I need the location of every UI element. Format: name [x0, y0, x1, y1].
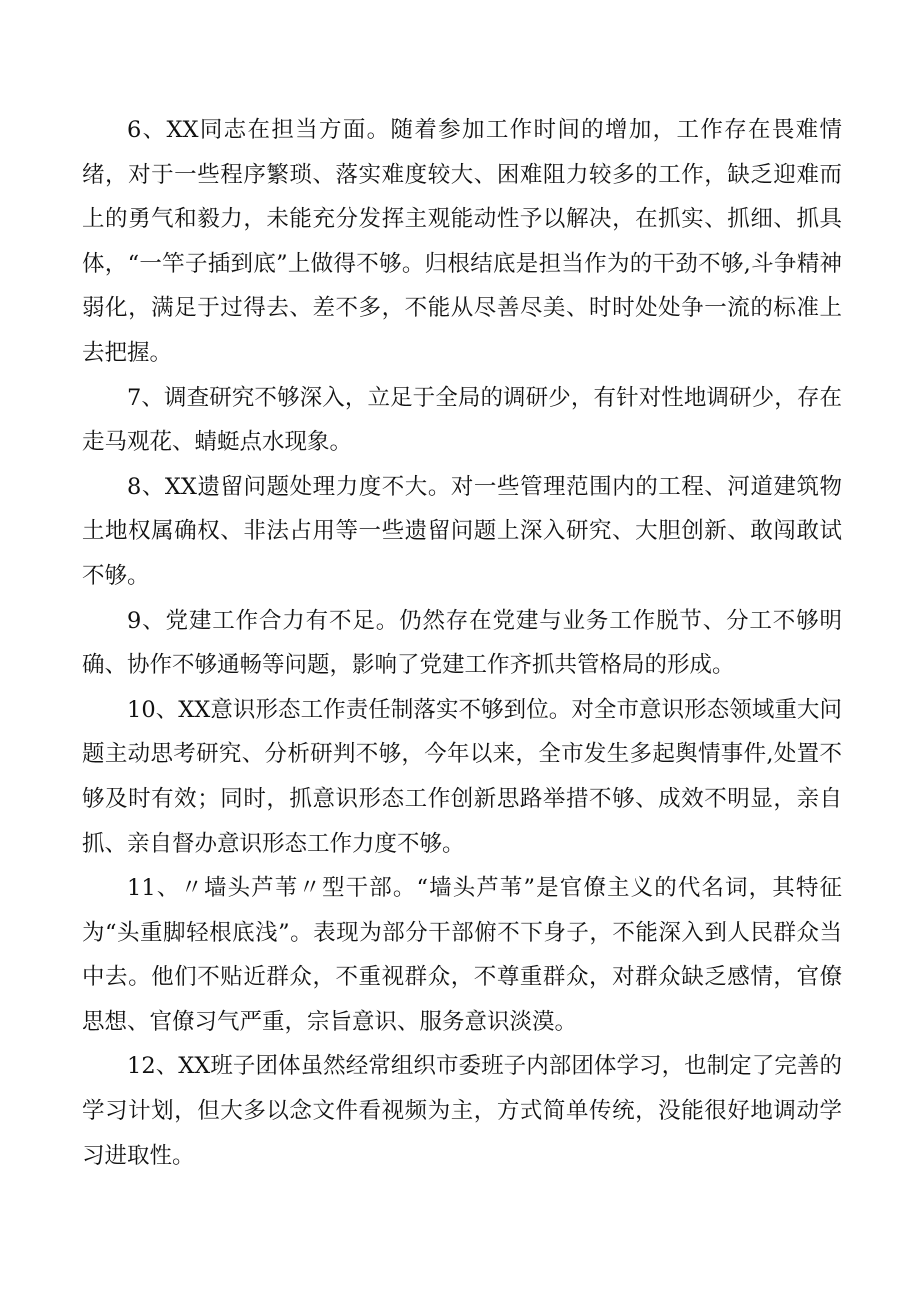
paragraph-9: 9、党建工作合力有不足。仍然存在党建与业务工作脱节、分工不够明确、协作不够通畅等问题，影响了党建工作齐抓共管格局的形成。	[82, 607, 842, 679]
paragraph-12: 12、XX班子团体虽然经常组织市委班子内部团体学习，也制定了完善的学习计划，但大多以念文件看视频为主，方式简单传统，没能很好地调动学习进取性。	[82, 1053, 842, 1169]
paragraph-8: 8、XX遗留问题处理力度不大。对一些管理范围内的工程、河道建筑物土地权属确权、非法占用等一些遗留问题上深入研究、大胆创新、敢闯敢试不够。	[82, 473, 842, 589]
document-body	[82, 108, 842, 1178]
paragraph-11: 11、〃墙头芦苇〃型干部。“墙头芦苇”是官僚主义的代名词，其特征为“头重脚轻根底浅”。表现为部分干部俯不下身子，不能深入到人民群众当中去。他们不贴近群众，不重视群众，不尊重群众，对群众缺乏感情，官僚思想、官僚习气严重，宗旨意识、服务意识淡漠。	[82, 875, 842, 1035]
paragraph-10: 10、XX意识形态工作责任制落实不够到位。对全市意识形态领域重大问题主动思考研究、分析研判不够，今年以来，全市发生多起舆情事件,处置不够及时有效；同时，抓意识形态工作创新思路举措不够、成效不明显，亲自抓、亲自督办意识形态工作力度不够。	[82, 696, 842, 857]
paragraph-6: 6、XX同志在担当方面。随着参加工作时间的增加，工作存在畏难情绪，对于一些程序繁琐、落实难度较大、困难阻力较多的工作，缺乏迎难而上的勇气和毅力，未能充分发挥主观能动性予以解决，在抓实、抓细、抓具体，“一竿子插到底”上做得不够。归根结底是担当作为的干劲不够,斗争精神弱化，满足于过得去、差不多，不能从尽善尽美、时时处处争一流的标准上去把握。	[82, 117, 842, 366]
paragraph-7: 7、调查研究不够深入，立足于全局的调研少，有针对性地调研少，存在走马观花、蜻蜓点水现象。	[82, 384, 842, 456]
